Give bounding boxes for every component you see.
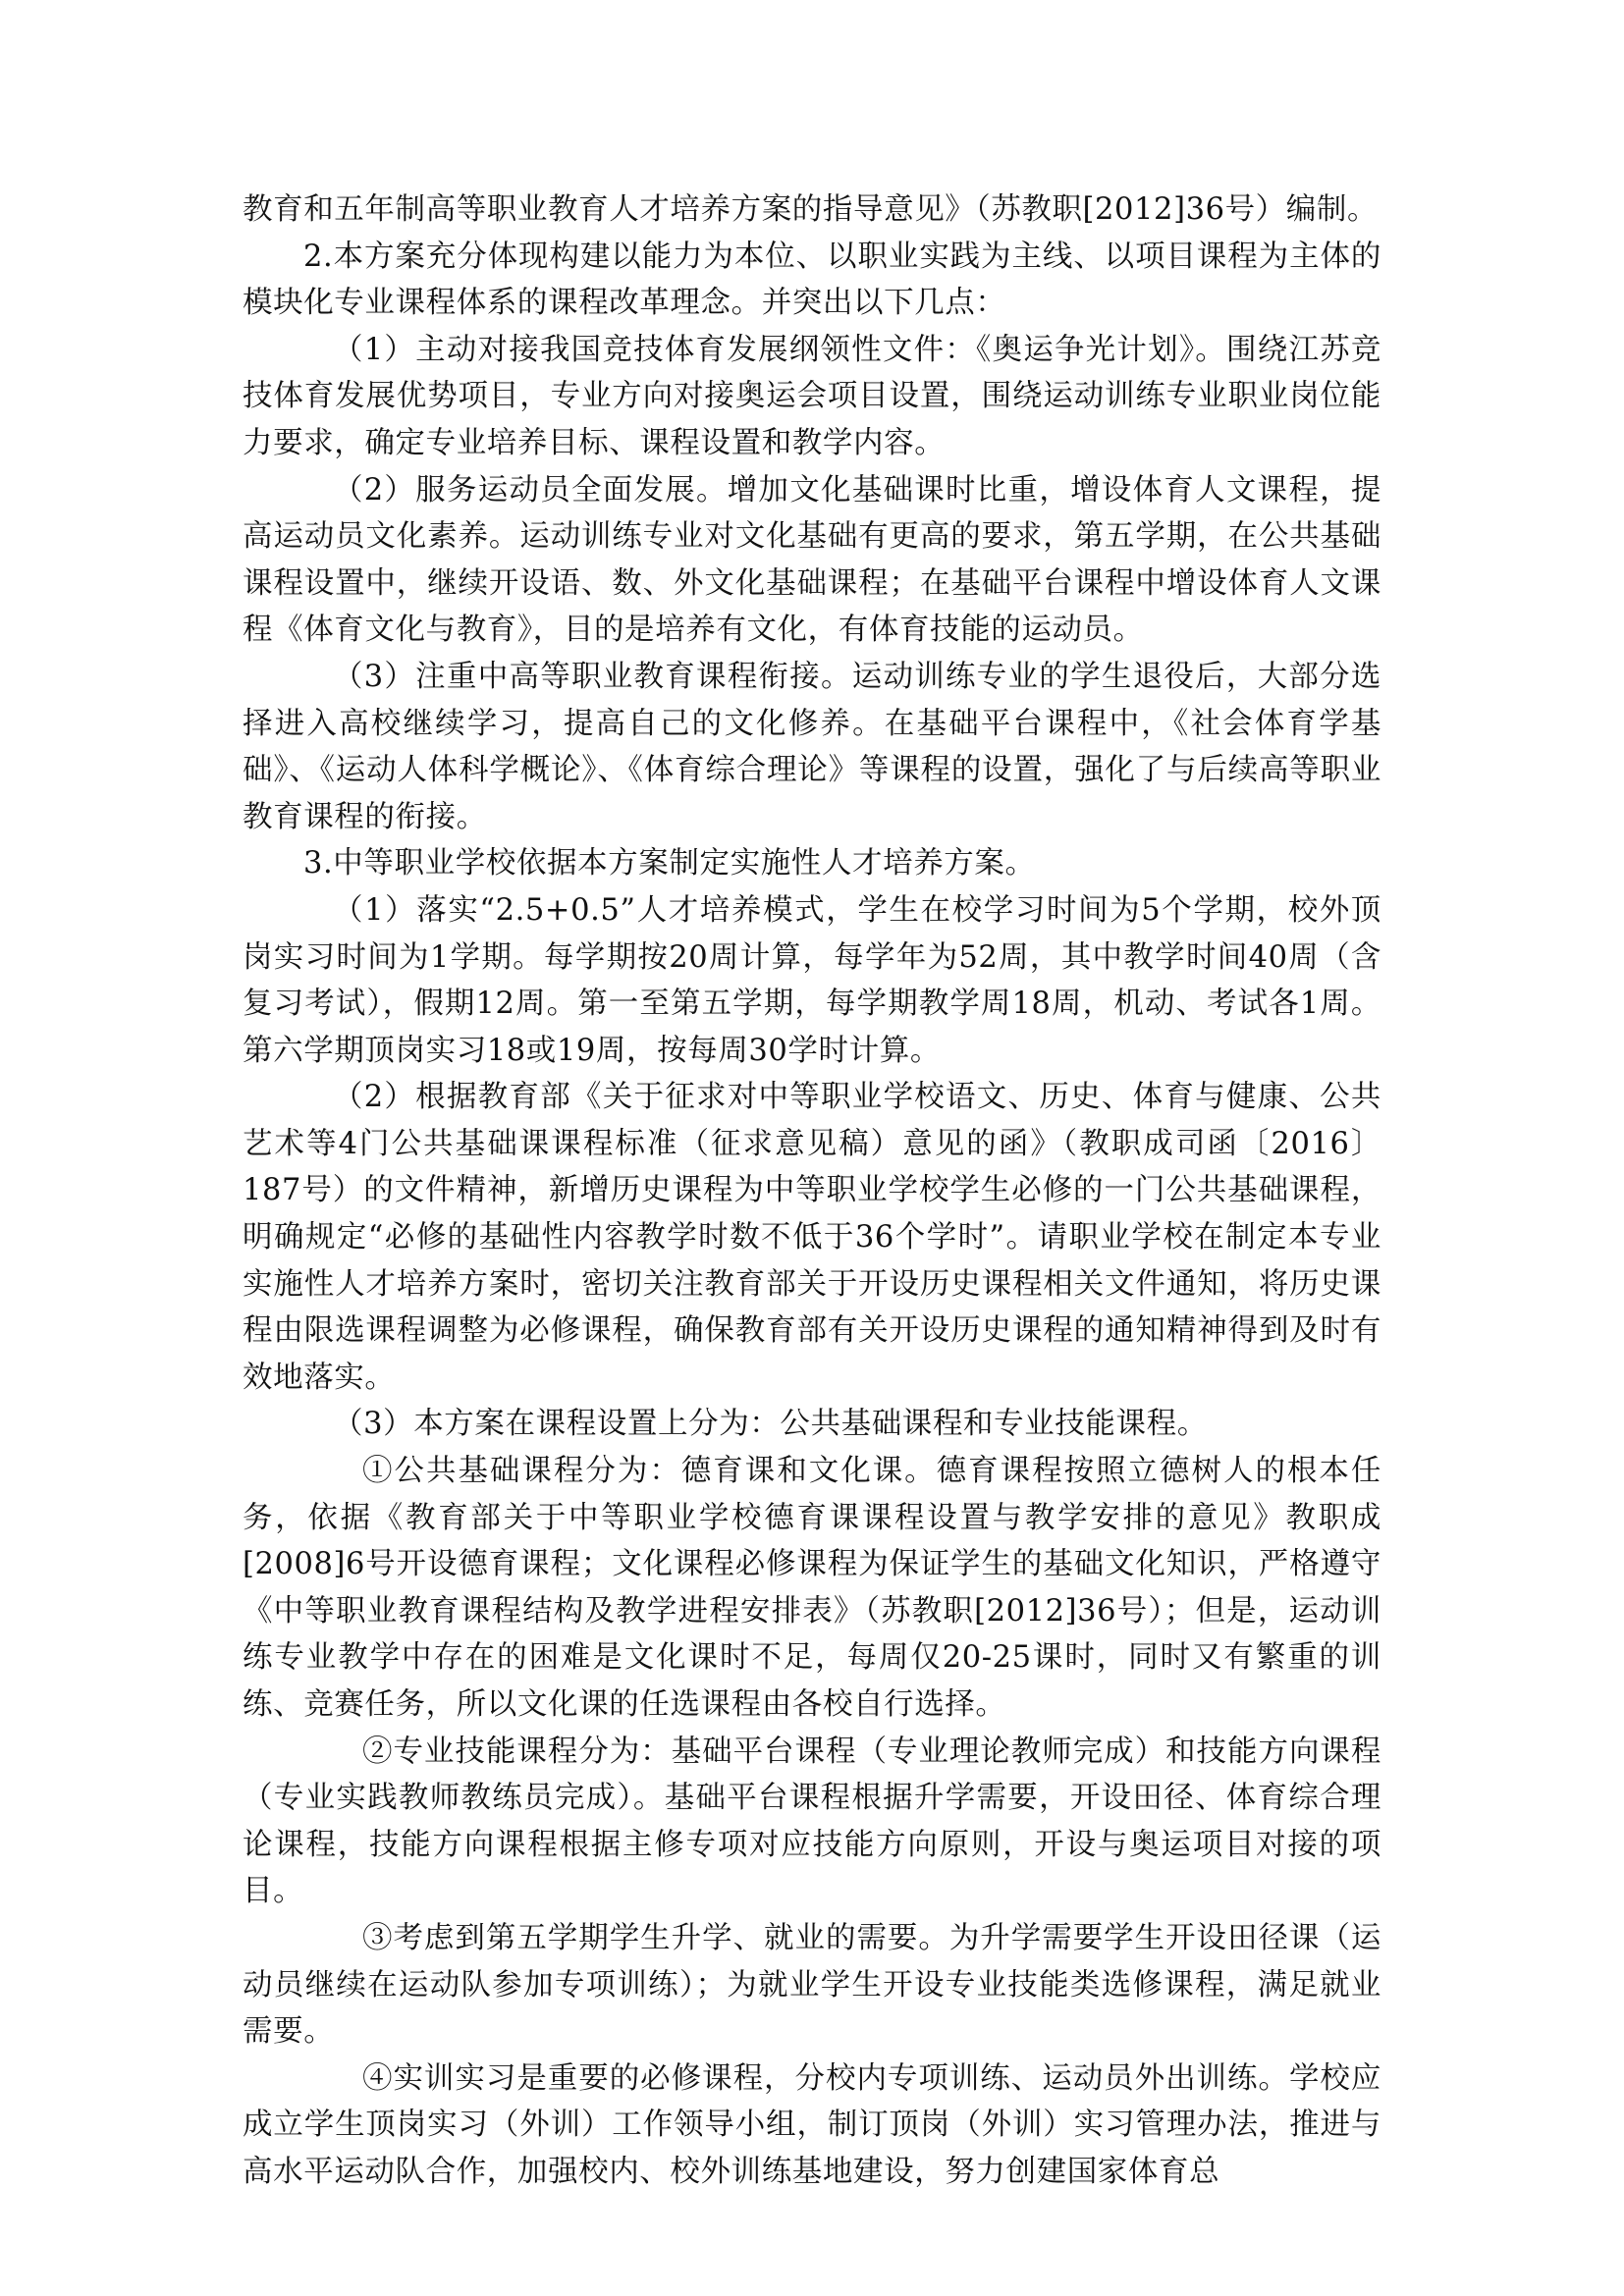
document-body — [243, 187, 1381, 2196]
paragraph-point-2-2: （2）服务运动员全面发展。增加文化基础课时比重，增设体育人文课程，提高运动员文化素养。运动训练专业对文化基础有更高的要求，第五学期，在公共基础课程设置中，继续开设语、数、外文化基础课程；在基础平台课程中增设体育人文课程《体育文化与教育》，目的是培养有文化，有体育技能的运动员。 — [243, 472, 1381, 648]
paragraph-point-3-2: （2）根据教育部《关于征求对中等职业学校语文、历史、体育与健康、公共艺术等4门公共基础课课程标准（征求意见稿）意见的函》（教职成司函〔2016〕187号）的文件精神，新增历史课程为中等职业学校学生必修的一门公共基础课程，明确规定“必修的基础性内容教学时数不低于36个学时”。请职业学校在制定本专业实施性人才培养方案时，密切关注教育部关于开设历史课程相关文件通知，将历史课程由限选课程调整为必修课程，确保教育部有关开设历史课程的通知精神得到及时有效地落实。 — [243, 1080, 1381, 1395]
paragraph-point-3-3: （3）本方案在课程设置上分为：公共基础课程和专业技能课程。 — [333, 1407, 1208, 1442]
paragraph-point-3: 3.中等职业学校依据本方案制定实施性人才培养方案。 — [303, 846, 1036, 881]
paragraph-item-2: ②专业技能课程分为：基础平台课程（专业理论教师完成）和技能方向课程（专业实践教师教练员完成）。基础平台课程根据升学需要，开设田径、体育综合理论课程，技能方向课程根据主修专项对应技能方向原则，开设与奥运项目对接的项目。 — [243, 1734, 1381, 1909]
paragraph-item-4: ④实训实习是重要的必修课程，分校内专项训练、运动员外出训练。学校应成立学生顶岗实习（外训）工作领导小组，制订顶岗（外训）实习管理办法，推进与高水平运动队合作，加强校内、校外训练基地建设，努力创建国家体育总 — [243, 2060, 1381, 2189]
paragraph-point-2: 2.本方案充分体现构建以能力为本位、以职业实践为主线、以项目课程为主体的模块化专业课程体系的课程改革理念。并突出以下几点： — [243, 239, 1381, 321]
paragraph-item-3: ③考虑到第五学期学生升学、就业的需要。为升学需要学生开设田径课（运动员继续在运动队参加专项训练）；为就业学生开设专业技能类选修课程，满足就业需要。 — [243, 1920, 1381, 2050]
paragraph-item-1: ①公共基础课程分为：德育课和文化课。德育课程按照立德树人的根本任务，依据《教育部关于中等职业学校德育课课程设置与教学安排的意见》教职成[2008]6号开设德育课程；文化课程必修课程为保证学生的基础文化知识，严格遵守《中等职业教育课程结构及教学进程安排表》（苏教职[2012]36号）；但是，运动训练专业教学中存在的困难是文化课时不足，每周仅20-25课时，同时又有繁重的训练、竞赛任务，所以文化课的任选课程由各校自行选择。 — [243, 1454, 1381, 1722]
paragraph-continuation: 教育和五年制高等职业教育人才培养方案的指导意见》（苏教职[2012]36号）编制。 — [243, 192, 1379, 227]
paragraph-point-2-1: （1）主动对接我国竞技体育发展纲领性文件：《奥运争光计划》。围绕江苏竞技体育发展优势项目，专业方向对接奥运会项目设置，围绕运动训练专业职业岗位能力要求，确定专业培养目标、课程设置和教学内容。 — [243, 332, 1381, 460]
paragraph-point-2-3: （3）注重中高等职业教育课程衔接。运动训练专业的学生退役后，大部分选择进入高校继续学习，提高自己的文化修养。在基础平台课程中，《社会体育学基础》、《运动人体科学概论》、《体育综合理论》等课程的设置，强化了与后续高等职业教育课程的衔接。 — [243, 659, 1381, 834]
paragraph-point-3-1: （1）落实“2.5+0.5”人才培养模式，学生在校学习时间为5个学期，校外顶岗实习时间为1学期。每学期按20周计算，每学年为52周，其中教学时间40周（含复习考试），假期12周。第一至第五学期，每学期教学周18周，机动、考试各1周。第六学期顶岗实习18或19周，按每周30学时计算。 — [243, 892, 1381, 1068]
